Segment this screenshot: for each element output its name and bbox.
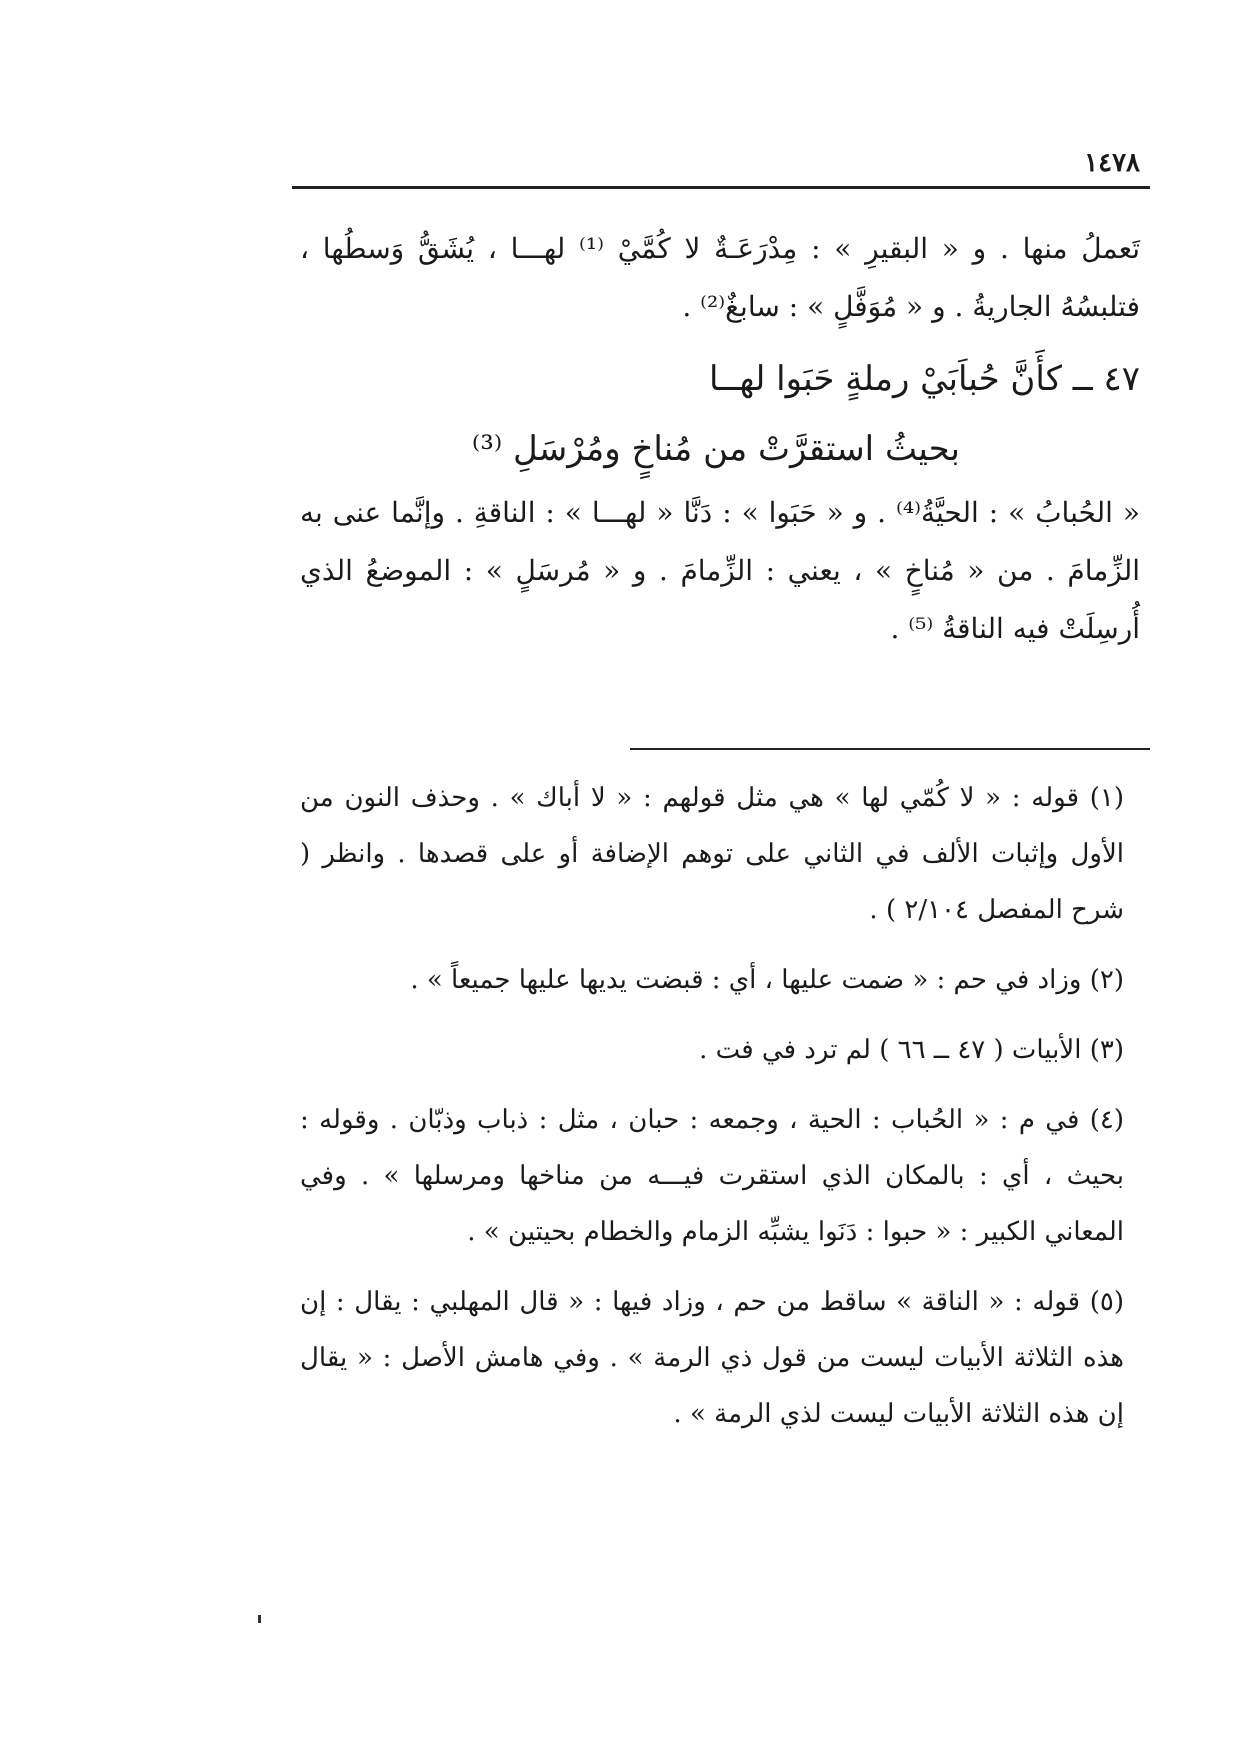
scan-mark xyxy=(258,1615,261,1623)
footnote-1: (١) قوله : « لا كُمّي لها » هي مثل قولهم : « لا أباك » . وحذف النون من الأول وإثبات الألف في الثاني على توهم الإضافة أو على قصدها . وانظر ( شرح المفصل ٢/١٠٤ ) . xyxy=(300,783,1124,925)
verse-line-2: بحيثُ استقرَّتْ من مُناخٍ ومُرْسَلِ ⁽³⁾ xyxy=(471,429,960,469)
main-paragraph-2: « الحُبابُ » : الحيَّةُ⁽⁴⁾ . و « حَبَوا » : دَنَّا « لهـــا » : الناقةِ . وإنَّما عنى به الزِّمامَ . من « مُناخٍ » ، يعني : الزِّمامَ . و « مُرسَلٍ » : الموضعُ الذي أُرسِلَتْ فيه الناقةُ ⁽⁵⁾ . xyxy=(300,496,1140,645)
main-paragraph-1: تَعملُ منها . و « البقيرِ » : مِدْرَعَـةٌ لا كُمَّيْ ⁽¹⁾ لهـــا ، يُشَقُّ وَسطُها ، فتلبسُهُ الجاريةُ . و « مُوَفَّلٍ » : سابغٌ⁽²⁾ . xyxy=(300,232,1140,323)
footnote-5: (٥) قوله : « الناقة » ساقط من حم ، وزاد فيها : « قال المهلبي : يقال : إن هذه الثلاثة الأبيات ليست من قول ذي الرمة » . وفي هامش الأصل : « يقال إن هذه الثلاثة الأبيات ليست لذي الرمة » . xyxy=(300,1287,1124,1429)
header-divider xyxy=(292,186,1150,189)
footnote-2: (٢) وزاد في حم : « ضمت عليها ، أي : قبضت يديها عليها جميعاً » . xyxy=(410,965,1124,995)
verse-line-1: ٤٧ ــ كأَنَّ حُباَبَيْ رملةٍ حَبَوا لهــا xyxy=(709,359,1140,399)
main-text xyxy=(300,220,1140,658)
footnote-4: (٤) في م : « الحُباب : الحية ، وجمعه : حبان ، مثل : ذباب وذبّان . وقوله : بحيث ، أي : بالمكان الذي استقرت فيـــه من مناخها ومرسلها » . وفي المعاني الكبير : « حبوا : دَنَوا يشبِّه الزمام والخطام بحيتين » . xyxy=(300,1105,1124,1247)
footnote-3: (٣) الأبيات ( ٤٧ ــ ٦٦ ) لم ترد في فت . xyxy=(699,1035,1124,1065)
page-number: ١٤٧٨ xyxy=(1084,148,1140,178)
footnotes xyxy=(300,770,1130,1456)
footnote-divider xyxy=(630,748,1150,750)
